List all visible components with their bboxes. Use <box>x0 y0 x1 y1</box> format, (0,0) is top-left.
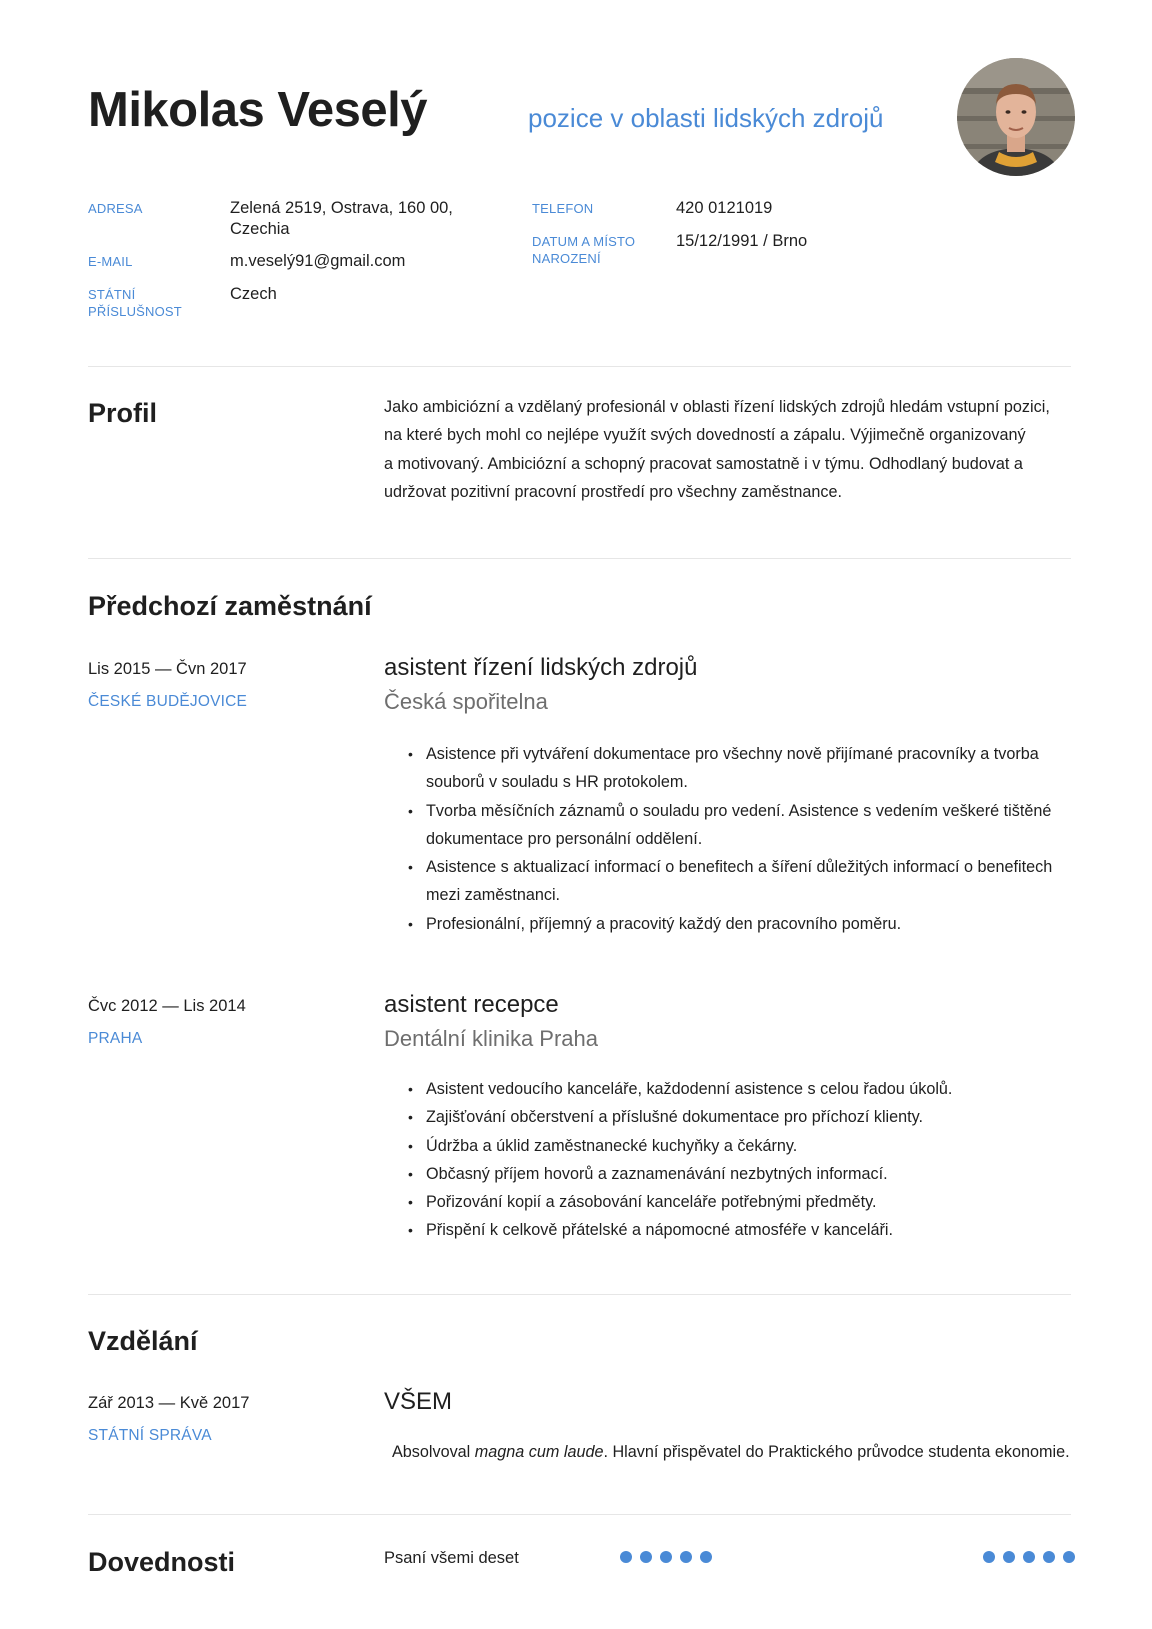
employment-heading: Předchozí zaměstnání <box>88 591 372 621</box>
divider <box>88 1294 1071 1295</box>
rating-dot <box>700 1551 712 1563</box>
profile-line: Jako ambiciózní a vzdělaný profesionál v oblasti řízení lidských zdrojů hledám vstupní pozici, <box>384 398 1050 416</box>
job-bullets <box>408 740 1074 938</box>
nationality-label-1: STÁTNÍ <box>88 287 136 302</box>
person-portrait-icon <box>957 58 1075 176</box>
education-field: STÁTNÍ SPRÁVA <box>88 1427 212 1444</box>
job-city: ČESKÉ BUDĚJOVICE <box>88 693 248 710</box>
job-city: PRAHA <box>88 1030 143 1047</box>
rating-dot <box>1043 1551 1055 1563</box>
school-name: VŠEM <box>384 1388 453 1415</box>
email-value[interactable]: m.veselý91@gmail.com <box>230 252 406 270</box>
divider <box>88 558 1071 559</box>
job-role: asistent recepce <box>384 991 559 1018</box>
list-item: • Profesionální, příjemný a pracovitý každý den pracovního poměru. <box>408 910 1074 938</box>
education-note-italic: magna cum laude <box>474 1443 604 1461</box>
skill-rating <box>983 1551 1075 1563</box>
address-label: ADRESA <box>88 201 143 216</box>
profile-line: udržovat pozitivní pracovní prostředí pro všechny zaměstnance. <box>384 482 842 501</box>
birth-value: 15/12/1991 / Brno <box>676 232 808 250</box>
address-line-2: Czechia <box>230 220 290 238</box>
education-note-text: . Hlavní přispěvatel do Praktického průvodce studenta ekonomie. <box>603 1443 1070 1461</box>
email-label: E-MAIL <box>88 254 133 269</box>
list-item: • Pořizování kopií a zásobování kanceláře potřebnými předměty. <box>408 1188 1074 1216</box>
divider <box>88 1514 1071 1515</box>
profile-line: a motivovaný. Ambiciózní a schopný pracovat samostatně i v týmu. Odhodlaný budovat a <box>384 454 1023 473</box>
list-item: • Tvorba měsíčních záznamů o souladu pro vedení. Asistence s vedením veškeré tištěné dokumentace pro personální oddělení. <box>408 797 1074 854</box>
profile-line: na které bych mohl co nejlépe využít svých dovedností a zápalu. Výjimečně organizovaný <box>384 426 1026 445</box>
phone-label: TELEFON <box>532 201 594 216</box>
divider <box>88 366 1071 367</box>
phone-value[interactable]: 420 0121019 <box>676 199 773 217</box>
profile-text <box>384 393 1074 506</box>
education-note <box>392 1440 1070 1464</box>
birth-label-1: DATUM A MÍSTO <box>532 234 636 249</box>
rating-dot <box>1003 1551 1015 1563</box>
education-dates: Zář 2013 — Kvě 2017 <box>88 1394 250 1412</box>
rating-dot <box>1023 1551 1035 1563</box>
list-item: • Asistence s aktualizací informací o benefitech a šíření důležitých informací o benefitech mezi zaměstnanci. <box>408 853 1074 910</box>
profile-heading: Profil <box>88 398 158 428</box>
job-role: asistent řízení lidských zdrojů <box>384 654 698 681</box>
list-item: • Údržba a úklid zaměstnanecké kuchyňky a čekárny. <box>408 1132 1074 1160</box>
rating-dot <box>660 1551 672 1563</box>
rating-dot <box>1063 1551 1075 1563</box>
rating-dot <box>680 1551 692 1563</box>
rating-dot <box>620 1551 632 1563</box>
rating-dot <box>983 1551 995 1563</box>
list-item: • Asistent vedoucího kanceláře, každodenní asistence s celou řadou úkolů. <box>408 1075 1074 1103</box>
birth-label-2: NAROZENÍ <box>532 251 601 266</box>
rating-dot <box>640 1551 652 1563</box>
skill-label: Psaní všemi deset <box>384 1549 519 1567</box>
skills-heading: Dovednosti <box>88 1547 236 1577</box>
address-line-1: Zelená 2519, Ostrava, 160 00, <box>230 199 453 217</box>
education-heading: Vzdělání <box>88 1326 198 1356</box>
nationality-label-2: PŘÍSLUŠNOST <box>88 304 182 319</box>
profile-photo <box>957 58 1075 176</box>
job-employer: Dentální klinika Praha <box>384 1026 599 1051</box>
job-title: pozice v oblasti lidských zdrojů <box>528 103 884 133</box>
job-bullets <box>408 1075 1074 1245</box>
list-item: • Asistence při vytváření dokumentace pro všechny nově přijímané pracovníky a tvorba souborů v souladu s HR protokolem. <box>408 740 1074 797</box>
nationality-value: Czech <box>230 285 277 303</box>
education-note-text: Absolvoval <box>392 1443 475 1461</box>
list-item: • Zajišťování občerstvení a příslušné dokumentace pro příchozí klienty. <box>408 1103 1074 1131</box>
job-dates: Lis 2015 — Čvn 2017 <box>88 660 247 678</box>
list-item: • Přispění k celkově přátelské a nápomocné atmosféře v kanceláři. <box>408 1216 1074 1244</box>
candidate-name: Mikolas Veselý <box>88 83 427 137</box>
list-item: • Občasný příjem hovorů a zaznamenávání nezbytných informací. <box>408 1160 1074 1188</box>
job-dates: Čvc 2012 — Lis 2014 <box>88 997 246 1015</box>
job-employer: Česká spořitelna <box>384 689 548 714</box>
skill-rating <box>620 1551 712 1563</box>
